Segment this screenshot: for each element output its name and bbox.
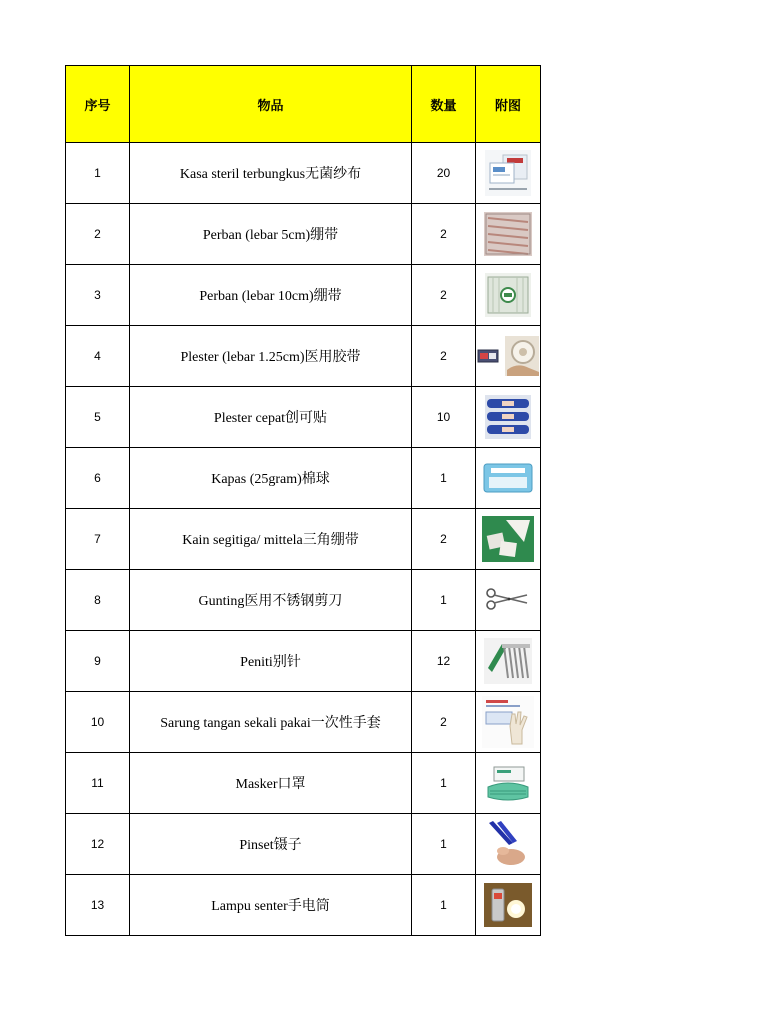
- row-item: Plester cepat创可贴: [130, 387, 412, 448]
- row-index: 8: [66, 570, 130, 631]
- row-item: Kain segitiga/ mittela三角绷带: [130, 509, 412, 570]
- safety-pins-icon: [484, 638, 532, 684]
- row-quantity: 2: [412, 692, 476, 753]
- face-mask-icon: [484, 763, 532, 803]
- row-index: 1: [66, 143, 130, 204]
- row-index: 9: [66, 631, 130, 692]
- header-quantity: 数量: [412, 66, 476, 143]
- bandage-pack-icon: [485, 273, 531, 317]
- table-row: [66, 448, 541, 509]
- row-index: 4: [66, 326, 130, 387]
- disposable-gloves-icon: [482, 696, 534, 748]
- cotton-pack-icon: [483, 462, 533, 494]
- row-item: Sarung tangan sekali pakai一次性手套: [130, 692, 412, 753]
- table-row: [66, 509, 541, 570]
- row-quantity: 2: [412, 265, 476, 326]
- row-quantity: 1: [412, 875, 476, 936]
- row-quantity: 1: [412, 753, 476, 814]
- table-row: [66, 204, 541, 265]
- row-quantity: 1: [412, 814, 476, 875]
- row-index: 6: [66, 448, 130, 509]
- row-quantity: 12: [412, 631, 476, 692]
- row-quantity: 10: [412, 387, 476, 448]
- row-quantity: 2: [412, 204, 476, 265]
- row-index: 3: [66, 265, 130, 326]
- table-row: [66, 570, 541, 631]
- row-quantity: 1: [412, 448, 476, 509]
- triangular-bandage-icon: [482, 516, 534, 562]
- sterile-gauze-box-icon: [485, 150, 531, 196]
- row-quantity: 20: [412, 143, 476, 204]
- medical-tape-icon: [476, 336, 540, 376]
- row-quantity: 1: [412, 570, 476, 631]
- row-index: 10: [66, 692, 130, 753]
- table-row: [66, 631, 541, 692]
- table-row: [66, 875, 541, 936]
- table-row: [66, 326, 541, 387]
- row-item: Lampu senter手电筒: [130, 875, 412, 936]
- row-item: Gunting医用不锈钢剪刀: [130, 570, 412, 631]
- table-row: [66, 387, 541, 448]
- header-image: 附图: [476, 66, 541, 143]
- row-item: Perban (lebar 5cm)绷带: [130, 204, 412, 265]
- row-item: Perban (lebar 10cm)绷带: [130, 265, 412, 326]
- first-aid-items-table: [65, 65, 541, 936]
- tweezers-icon: [483, 819, 533, 869]
- row-item: Masker口罩: [130, 753, 412, 814]
- table-row: [66, 265, 541, 326]
- row-index: 13: [66, 875, 130, 936]
- table-row: [66, 814, 541, 875]
- row-index: 7: [66, 509, 130, 570]
- row-item: Kapas (25gram)棉球: [130, 448, 412, 509]
- adhesive-strips-icon: [485, 395, 531, 439]
- row-item: Kasa steril terbungkus无菌纱布: [130, 143, 412, 204]
- row-index: 12: [66, 814, 130, 875]
- row-item: Pinset镊子: [130, 814, 412, 875]
- table-row: [66, 692, 541, 753]
- table-row: [66, 143, 541, 204]
- row-quantity: 2: [412, 509, 476, 570]
- row-index: 2: [66, 204, 130, 265]
- row-index: 5: [66, 387, 130, 448]
- row-quantity: 2: [412, 326, 476, 387]
- row-index: 11: [66, 753, 130, 814]
- row-item: Peniti别针: [130, 631, 412, 692]
- flashlight-icon: [484, 883, 532, 927]
- bandage-roll-icon: [484, 212, 532, 256]
- table-header-row: [66, 66, 541, 143]
- header-index: 序号: [66, 66, 130, 143]
- scissors-icon: [483, 583, 533, 617]
- table-row: [66, 753, 541, 814]
- row-item: Plester (lebar 1.25cm)医用胶带: [130, 326, 412, 387]
- header-item: 物品: [130, 66, 412, 143]
